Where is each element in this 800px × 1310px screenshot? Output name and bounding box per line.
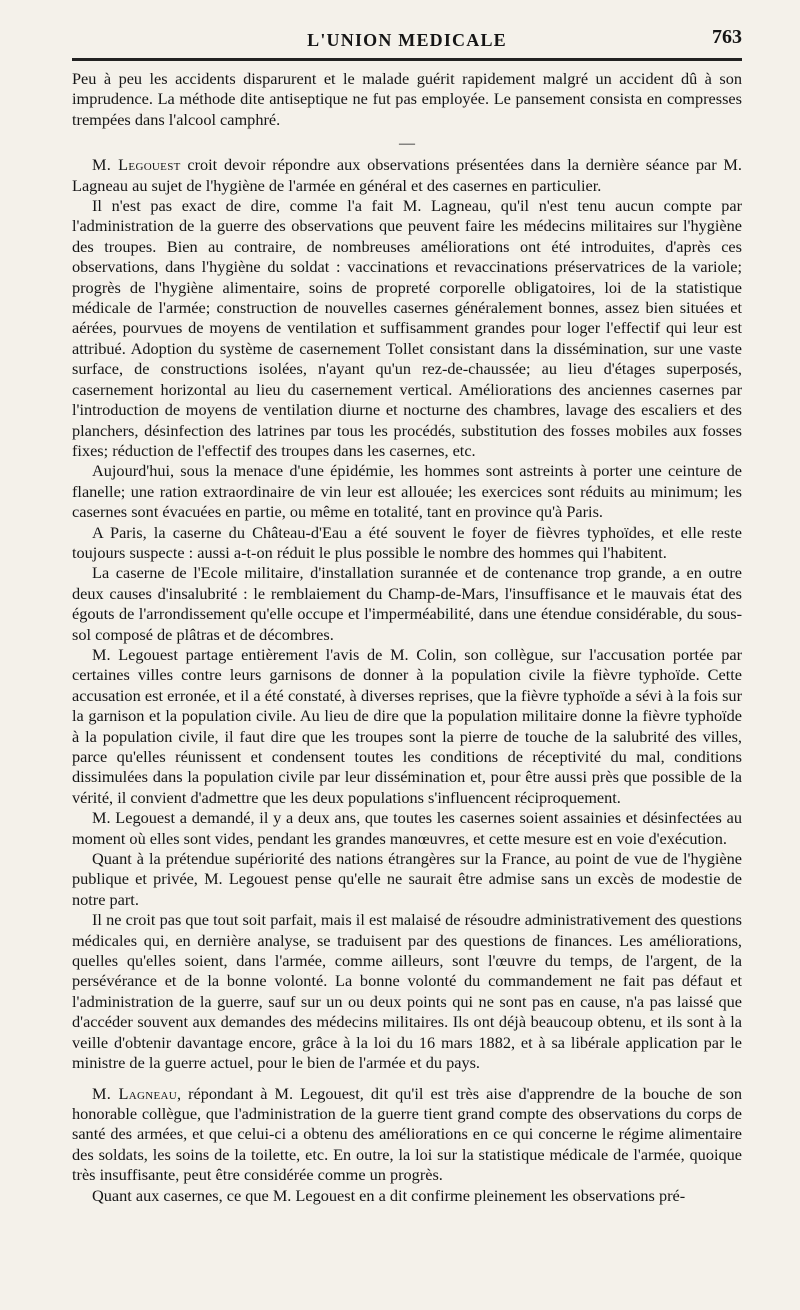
paragraph-8: M. Legouest a demandé, il y a deux ans, que toutes les casernes soient assainies et désinfectées au moment où elles sont vides, pendant les grandes manœuvres, et cette mesure est en voie d'exécution. <box>72 808 742 848</box>
paragraph-12: Quant aux casernes, ce que M. Legouest en a dit confirme pleinement les observations pré- <box>92 1185 686 1205</box>
paragraph-11-text: , répondant à M. Legouest, dit qu'il est très aise d'apprendre de la bouche de son honorable collègue, que l'administration de la guerre tient grand compte des observations du corps de santé des armées, et que celui-ci a obtenu des améliorations en ce qui concerne le régime alimentaire des soldats, les soins de la toilette, etc. En outre, la loi sur la statistique médicale de l'armée, quoique très insuffisante, peut être considérée comme un progrès. <box>72 1083 742 1185</box>
section-separator: — <box>399 135 415 153</box>
running-title: L'UNION MEDICALE <box>307 30 507 50</box>
paragraph-2 <box>72 155 742 196</box>
paragraph-6: La caserne de l'Ecole militaire, d'installation surannée et de contenance trop grande, a en outre deux causes d'insalubrité : le remblaiement du Champ-de-Mars, l'insuffisance et le mauvais état des égouts de l'arrondissement qu'elle occupe et l'imperméabilité, dans une étendue considérable, du sous-sol composé de plâtras et de décombres. <box>72 563 742 644</box>
paragraph-9: Quant à la prétendue supériorité des nations étrangères sur la France, au point de vue de l'hygiène publique et privée, M. Legouest pense qu'elle ne saurait être admise sans un excès de modestie de notre part. <box>72 849 742 909</box>
speaker-name-lagneau: M. Lagneau <box>92 1083 177 1103</box>
page-header <box>72 18 742 56</box>
paragraph-11 <box>72 1084 742 1186</box>
paragraph-7: M. Legouest partage entièrement l'avis de M. Colin, son collègue, sur l'accusation portée par certaines villes contre leurs garnisons de donner à la population civile la fièvre typhoïde. Cette accusation est erronée, et il a été constaté, à diverses reprises, que la fièvre typhoïde a sévi à la fois sur la garnison et la population civile. Au lieu de dire que la population militaire donne la fièvre typhoïde à la population civile, il faut dire que les troupes sont la pierre de touche de la salubrité des villes, parce qu'elles réunissent et condensent toutes les conditions de réceptivité du mal, conditions dissimulées dans la population civile par leur dissémination et, pour être aussi près que possible de la vérité, il convient d'admettre que les deux populations s'influencent réciproquement. <box>72 644 742 807</box>
header-rule <box>72 58 742 61</box>
paragraph-3: Il n'est pas exact de dire, comme l'a fait M. Lagneau, qu'il n'est tenu aucun compte par l'administration de la guerre des observations que peuvent faire les médecins militaires sur l'hygiène des troupes. Bien au contraire, de nombreuses améliorations ont été introduites, d'après ces observations, dans l'hygiène du soldat : vaccinations et revaccinations préservatrices de la variole; progrès de l'hygiène alimentaire, soins de propreté corporelle obligatoires, loi de la statistique médicale de l'armée; construction de nouvelles casernes généralement bonnes, assez bien situées et aérées, pourvues de moyens de ventilation et suffisamment grandes pour loger l'effectif qui leur est attribué. Adoption du système de casernement Tollet consistant dans la dissémination, sur une vaste surface, de constructions isolées, n'ayant qu'un rez-de-chaussée; au lieu d'étages superposés, casernement horizontal au lieu du casernement vertical. Améliorations des anciennes casernes par l'introduction de moyens de ventilation diurne et nocturne des chambres, lavage des escaliers et des planchers, désinfection des latrines par tous les procédés, substitution des fosses mobiles aux fosses fixes; réduction de l'effectif des troupes dans les casernes, etc. <box>72 196 742 460</box>
paragraph-2-text: croit devoir répondre aux observations présentées dans la dernière séance par M. Lagneau au sujet de l'hygiène de l'armée en général et des casernes en particulier. <box>72 155 742 195</box>
article-body <box>72 69 742 1206</box>
paragraph-5: A Paris, la caserne du Château-d'Eau a été souvent le foyer de fièvres typhoïdes, et elle reste toujours suspecte : aussi a-t-on réduit le plus possible le nombre des hommes qui l'habitent. <box>72 522 742 562</box>
speaker-name-legouest: M. Legouest <box>92 155 181 175</box>
paragraph-1: Peu à peu les accidents disparurent et le malade guérit rapidement malgré un accident dû à son imprudence. La méthode dite antiseptique ne fut pas employée. Le pansement consista en compresses trempées dans l'alcool camphré. <box>72 69 742 129</box>
page-number: 763 <box>712 26 742 48</box>
paragraph-4: Aujourd'hui, sous la menace d'une épidémie, les hommes sont astreints à porter une ceinture de flanelle; une ration extraordinaire de vin leur est allouée; les exercices sont réduits au minimum; les casernes sont évacuées en partie, ou même en totalité, tant en province qu'à Paris. <box>72 461 742 522</box>
paragraph-10: Il ne croit pas que tout soit parfait, mais il est malaisé de résoudre administrativement des questions médicales qui, en dernière analyse, se traduisent par des questions de finances. Les améliorations, quelles qu'elles soient, dans l'armée, comme ailleurs, sont l'œuvre du temps, de l'argent, de la persévérance et de la bonne volonté. La bonne volonté du commandement ne fait pas défaut et l'administration de la guerre, sauf sur un ou deux points qui ne sont pas en cause, n'a pas laissé que d'accéder souvent aux demandes des médecins militaires. Ils ont déjà beaucoup obtenu, et ils sont à la veille d'obtenir davantage encore, grâce à la loi du 16 mars 1882, et à sa libérale application par le ministre de la guerre actuel, pour le bien de l'armée et du pays. <box>72 910 742 1073</box>
